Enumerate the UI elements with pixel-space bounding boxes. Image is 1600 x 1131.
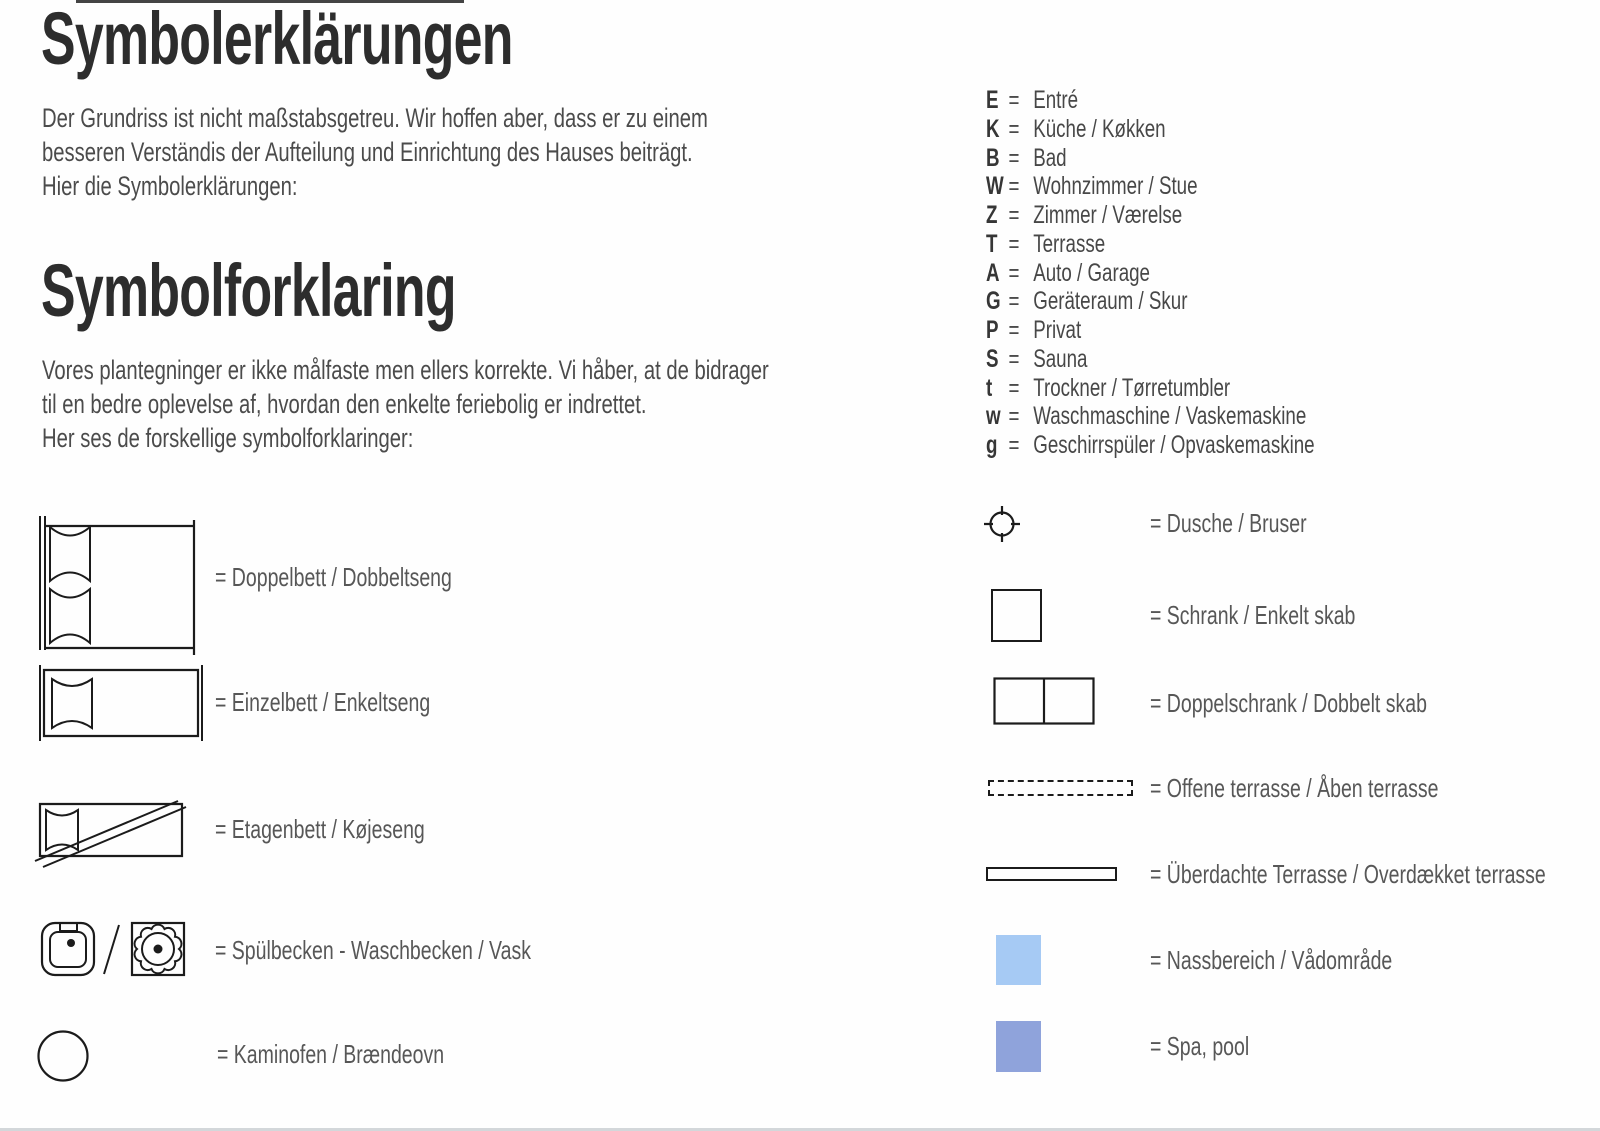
paragraph-line: Vores plantegninger er ikke målfaste men ellers korrekte. Vi håber, at de bidrager	[42, 355, 769, 385]
symbol-label-bunk-bed: = Etagenbett / Køjeseng	[215, 814, 425, 844]
abbreviation-meaning: Auto / Garage	[1033, 258, 1150, 287]
abbreviation-meaning: Terrasse	[1033, 229, 1106, 258]
wood-stove-icon	[35, 1028, 91, 1084]
abbreviation-row	[986, 259, 1315, 288]
abbreviation-meaning: Geräteraum / Skur	[1033, 287, 1188, 316]
symbol-label-double-bed: = Doppelbett / Dobbeltseng	[215, 562, 452, 592]
open-terrace-icon	[988, 780, 1133, 796]
page-title-danish: Symbolforklaring	[41, 249, 456, 332]
paragraph-line: Der Grundriss ist nicht maßstabsgetreu. Wir hoffen aber, dass er zu einem	[42, 103, 708, 133]
abbreviation-row	[986, 144, 1315, 173]
symbol-label-sink: = Spülbecken - Waschbecken / Vask	[215, 935, 531, 965]
abbreviation-meaning: Sauna	[1033, 344, 1088, 373]
wet-area-icon	[996, 935, 1041, 985]
abbreviation-meaning: Zimmer / Værelse	[1033, 201, 1183, 229]
intro-paragraph-german	[42, 101, 708, 203]
paragraph-line: til en bedre oplevelse af, hvordan den enkelte feriebolig er indrettet.	[42, 389, 647, 419]
symbol-label-single-wardrobe: = Schrank / Enkelt skab	[1150, 600, 1356, 630]
equals-sign: =	[1008, 431, 1020, 459]
abbreviation-letter: K	[986, 114, 1000, 143]
abbreviation-letter: P	[986, 316, 999, 344]
abbreviation-letter: w	[986, 402, 1001, 431]
abbreviation-meaning: Geschirrspüler / Opvaskemaskine	[1033, 431, 1315, 459]
single-bed-icon	[38, 664, 206, 742]
abbreviation-letter: W	[986, 172, 1004, 201]
equals-sign: =	[1008, 114, 1020, 143]
bunk-bed-icon	[38, 800, 190, 868]
sink-icon	[40, 920, 192, 978]
symbol-label-double-wardrobe: = Doppelschrank / Dobbelt skab	[1150, 688, 1427, 718]
room-abbreviation-list	[986, 86, 1315, 460]
abbreviation-letter: S	[986, 344, 999, 373]
double-wardrobe-icon	[993, 677, 1095, 725]
abbreviation-letter: B	[986, 143, 1000, 172]
abbreviation-meaning: Bad	[1033, 143, 1067, 172]
abbreviation-row	[986, 230, 1315, 259]
abbreviation-letter: Z	[986, 201, 998, 229]
abbreviation-meaning: Entré	[1033, 86, 1079, 114]
shower-icon	[983, 505, 1021, 543]
abbreviation-letter: E	[986, 86, 999, 114]
abbreviation-letter: A	[986, 258, 1000, 287]
equals-sign: =	[1008, 201, 1020, 229]
abbreviation-letter: G	[986, 287, 1001, 316]
abbreviation-row	[986, 374, 1315, 403]
equals-sign: =	[1008, 143, 1020, 172]
abbreviation-row	[986, 287, 1315, 316]
paragraph-line: Her ses de forskellige symbolforklaringer:	[42, 423, 414, 453]
abbreviation-meaning: Waschmaschine / Vaskemaskine	[1033, 402, 1307, 431]
abbreviation-meaning: Trockner / Tørretumbler	[1033, 373, 1231, 402]
abbreviation-letter: t	[986, 373, 993, 402]
covered-terrace-icon	[986, 867, 1117, 881]
equals-sign: =	[1008, 316, 1020, 344]
spa-pool-icon	[996, 1021, 1041, 1072]
equals-sign: =	[1008, 402, 1020, 431]
double-bed-icon	[36, 506, 200, 658]
abbreviation-row	[986, 201, 1315, 230]
abbreviation-row	[986, 345, 1315, 374]
abbreviation-meaning: Wohnzimmer / Stue	[1033, 172, 1198, 201]
abbreviation-meaning: Küche / Køkken	[1033, 114, 1166, 143]
equals-sign: =	[1008, 373, 1020, 402]
equals-sign: =	[1008, 172, 1020, 201]
equals-sign: =	[1008, 344, 1020, 373]
paragraph-line: besseren Verständis der Aufteilung und Einrichtung des Hauses beiträgt.	[42, 137, 693, 167]
abbreviation-row	[986, 115, 1315, 144]
intro-paragraph-danish	[42, 353, 769, 455]
symbol-label-wood-stove: = Kaminofen / Brændeovn	[217, 1039, 445, 1069]
abbreviation-letter: T	[986, 229, 998, 258]
abbreviation-meaning: Privat	[1033, 316, 1082, 344]
abbreviation-row	[986, 316, 1315, 345]
equals-sign: =	[1008, 229, 1020, 258]
symbol-label-covered-terrace: = Überdachte Terrasse / Overdækket terrasse	[1150, 859, 1546, 889]
abbreviation-row	[986, 402, 1315, 431]
equals-sign: =	[1008, 86, 1020, 114]
abbreviation-row	[986, 86, 1315, 115]
symbol-label-wet-area: = Nassbereich / Vådområde	[1150, 945, 1393, 975]
symbol-label-open-terrace: = Offene terrasse / Åben terrasse	[1150, 773, 1439, 803]
page-title-german: Symbolerklärungen	[41, 0, 513, 80]
symbol-label-spa-pool: = Spa, pool	[1150, 1031, 1250, 1061]
abbreviation-letter: g	[986, 431, 998, 459]
single-wardrobe-icon	[991, 589, 1042, 642]
symbol-label-single-bed: = Einzelbett / Enkeltseng	[215, 687, 431, 717]
equals-sign: =	[1008, 258, 1020, 287]
equals-sign: =	[1008, 287, 1020, 316]
abbreviation-row	[986, 431, 1315, 460]
abbreviation-row	[986, 172, 1315, 201]
paragraph-line: Hier die Symbolerklärungen:	[42, 171, 298, 201]
symbol-label-shower: = Dusche / Bruser	[1150, 508, 1307, 538]
